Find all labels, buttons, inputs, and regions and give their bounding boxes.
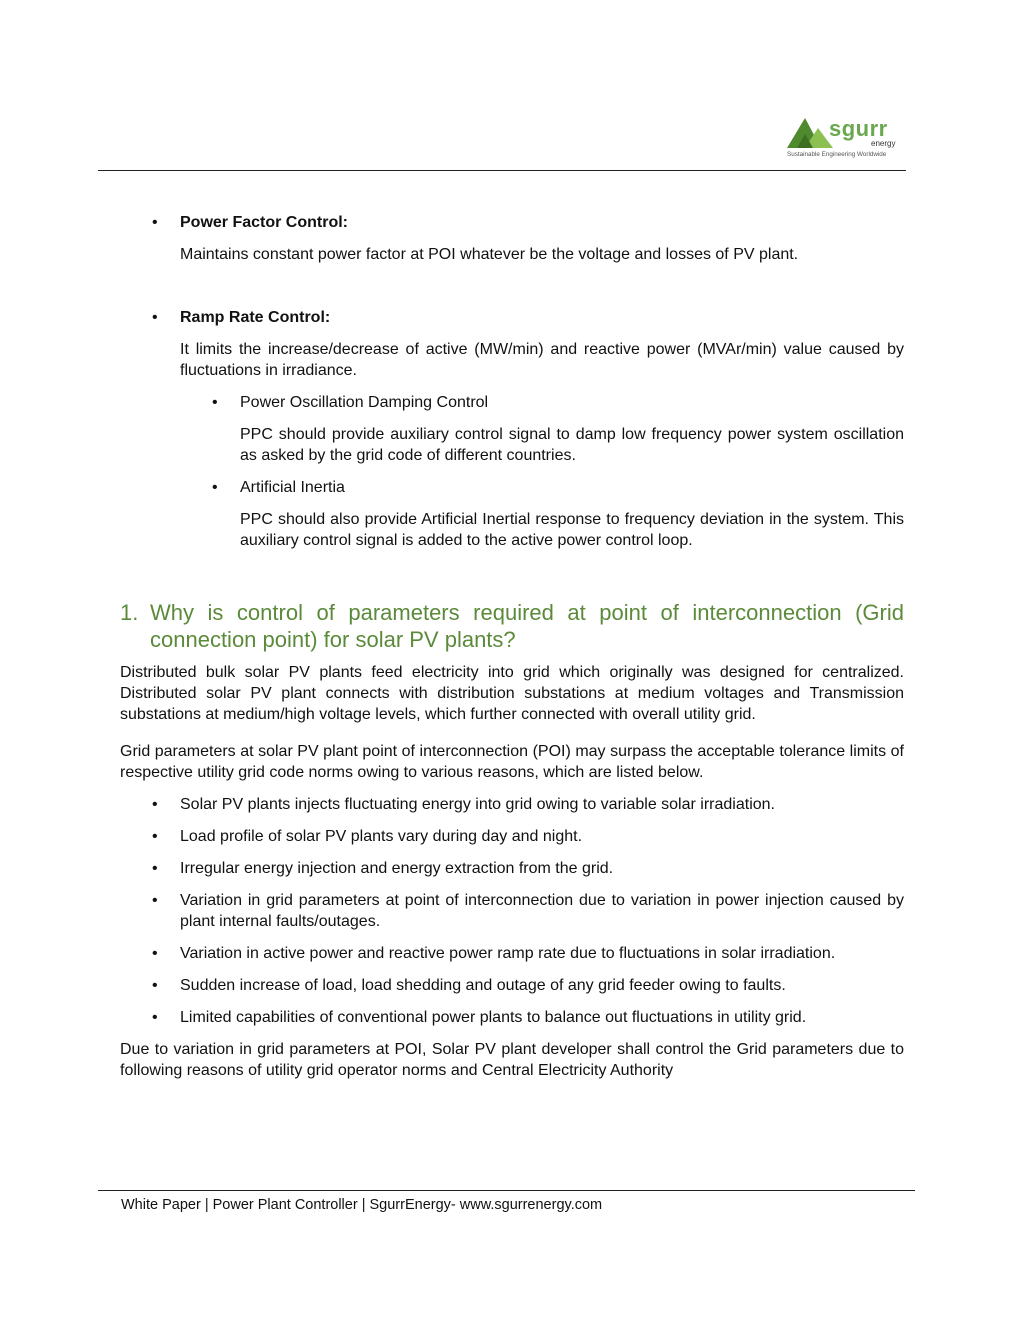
header-divider	[98, 170, 906, 171]
main-content	[120, 212, 904, 1091]
logo-subword: energy	[871, 139, 896, 148]
bullet-dot: •	[152, 214, 158, 231]
footer-divider	[98, 1190, 915, 1191]
sub-bullet-artificial-inertia	[120, 477, 904, 551]
paragraph: Distributed bulk solar PV plants feed electricity into grid which originally was designed for centralized. Distributed solar PV plant connects with distribution substations at medium voltages and Transmission substations at medium/high voltage levels, which further connected with overall utility grid.	[120, 664, 904, 723]
bullet-dot: •	[152, 977, 158, 994]
bullet-dot: •	[212, 394, 218, 411]
sub-bullet-heading: Artificial Inertia	[240, 479, 345, 496]
bullet-dot: •	[212, 479, 218, 496]
sub-bullet-text: PPC should also provide Artificial Inertial response to frequency deviation in the system. This auxiliary control signal is added to the active power control loop.	[240, 511, 904, 549]
list-item: • Variation in grid parameters at point of interconnection due to variation in power injection caused by plant internal faults/outages.	[152, 892, 904, 930]
mountain-logo-icon	[787, 116, 833, 150]
paragraph: Due to variation in grid parameters at POI, Solar PV plant developer shall control the Grid parameters due to following reasons of utility grid operator norms and Central Electricity Authority	[120, 1041, 904, 1079]
page-footer: White Paper | Power Plant Controller | SgurrEnergy- www.sgurrenergy.com	[121, 1197, 603, 1213]
bullet-text: It limits the increase/decrease of active (MW/min) and reactive power (MVAr/min) value caused by fluctuations in irradiance.	[180, 341, 904, 379]
bullet-dot: •	[152, 828, 158, 845]
bullet-dot: •	[152, 309, 158, 326]
logo-tagline: Sustainable Engineering Worldwide	[787, 151, 887, 158]
bullet-text: Maintains constant power factor at POI whatever be the voltage and losses of PV plant.	[180, 246, 799, 263]
list-item: • Variation in active power and reactive power ramp rate due to fluctuations in solar irradiation.	[152, 945, 836, 962]
section-title: Why is control of parameters required at point of interconnection (Grid connection point) for solar PV plants?	[150, 600, 904, 652]
bullet-power-factor	[120, 212, 904, 265]
list-item: • Load profile of solar PV plants vary during day and night.	[152, 828, 583, 845]
list-item: • Irregular energy injection and energy extraction from the grid.	[152, 860, 614, 877]
company-logo	[787, 114, 907, 164]
paragraph: Grid parameters at solar PV plant point of interconnection (POI) may surpass the acceptable tolerance limits of respective utility grid code norms owing to various reasons, which are listed below.	[120, 743, 904, 781]
bullet-dot: •	[152, 796, 158, 813]
list-item: • Sudden increase of load, load shedding and outage of any grid feeder owing to faults.	[152, 977, 786, 994]
sub-bullet-power-oscillation	[120, 392, 904, 466]
list-item: • Solar PV plants injects fluctuating energy into grid owing to variable solar irradiation.	[152, 796, 775, 813]
bullet-dot: •	[152, 892, 158, 909]
bullet-dot: •	[152, 945, 158, 962]
bullet-dot: •	[152, 1009, 158, 1026]
bullet-dot: •	[152, 860, 158, 877]
bullet-heading: Ramp Rate Control:	[180, 309, 331, 326]
bullet-heading: Power Factor Control:	[180, 214, 349, 231]
bullet-ramp-rate	[120, 307, 904, 381]
list-item: • Limited capabilities of conventional power plants to balance out fluctuations in utility grid.	[152, 1009, 807, 1026]
reasons-list	[120, 794, 904, 1028]
section-heading	[120, 599, 904, 653]
sub-bullet-heading: Power Oscillation Damping Control	[240, 394, 489, 411]
sub-bullet-text: PPC should provide auxiliary control signal to damp low frequency power system oscillation as asked by the grid code of different countries.	[240, 426, 904, 464]
section-number: 1.	[120, 600, 139, 625]
logo-wordmark: sgurr	[829, 116, 888, 141]
